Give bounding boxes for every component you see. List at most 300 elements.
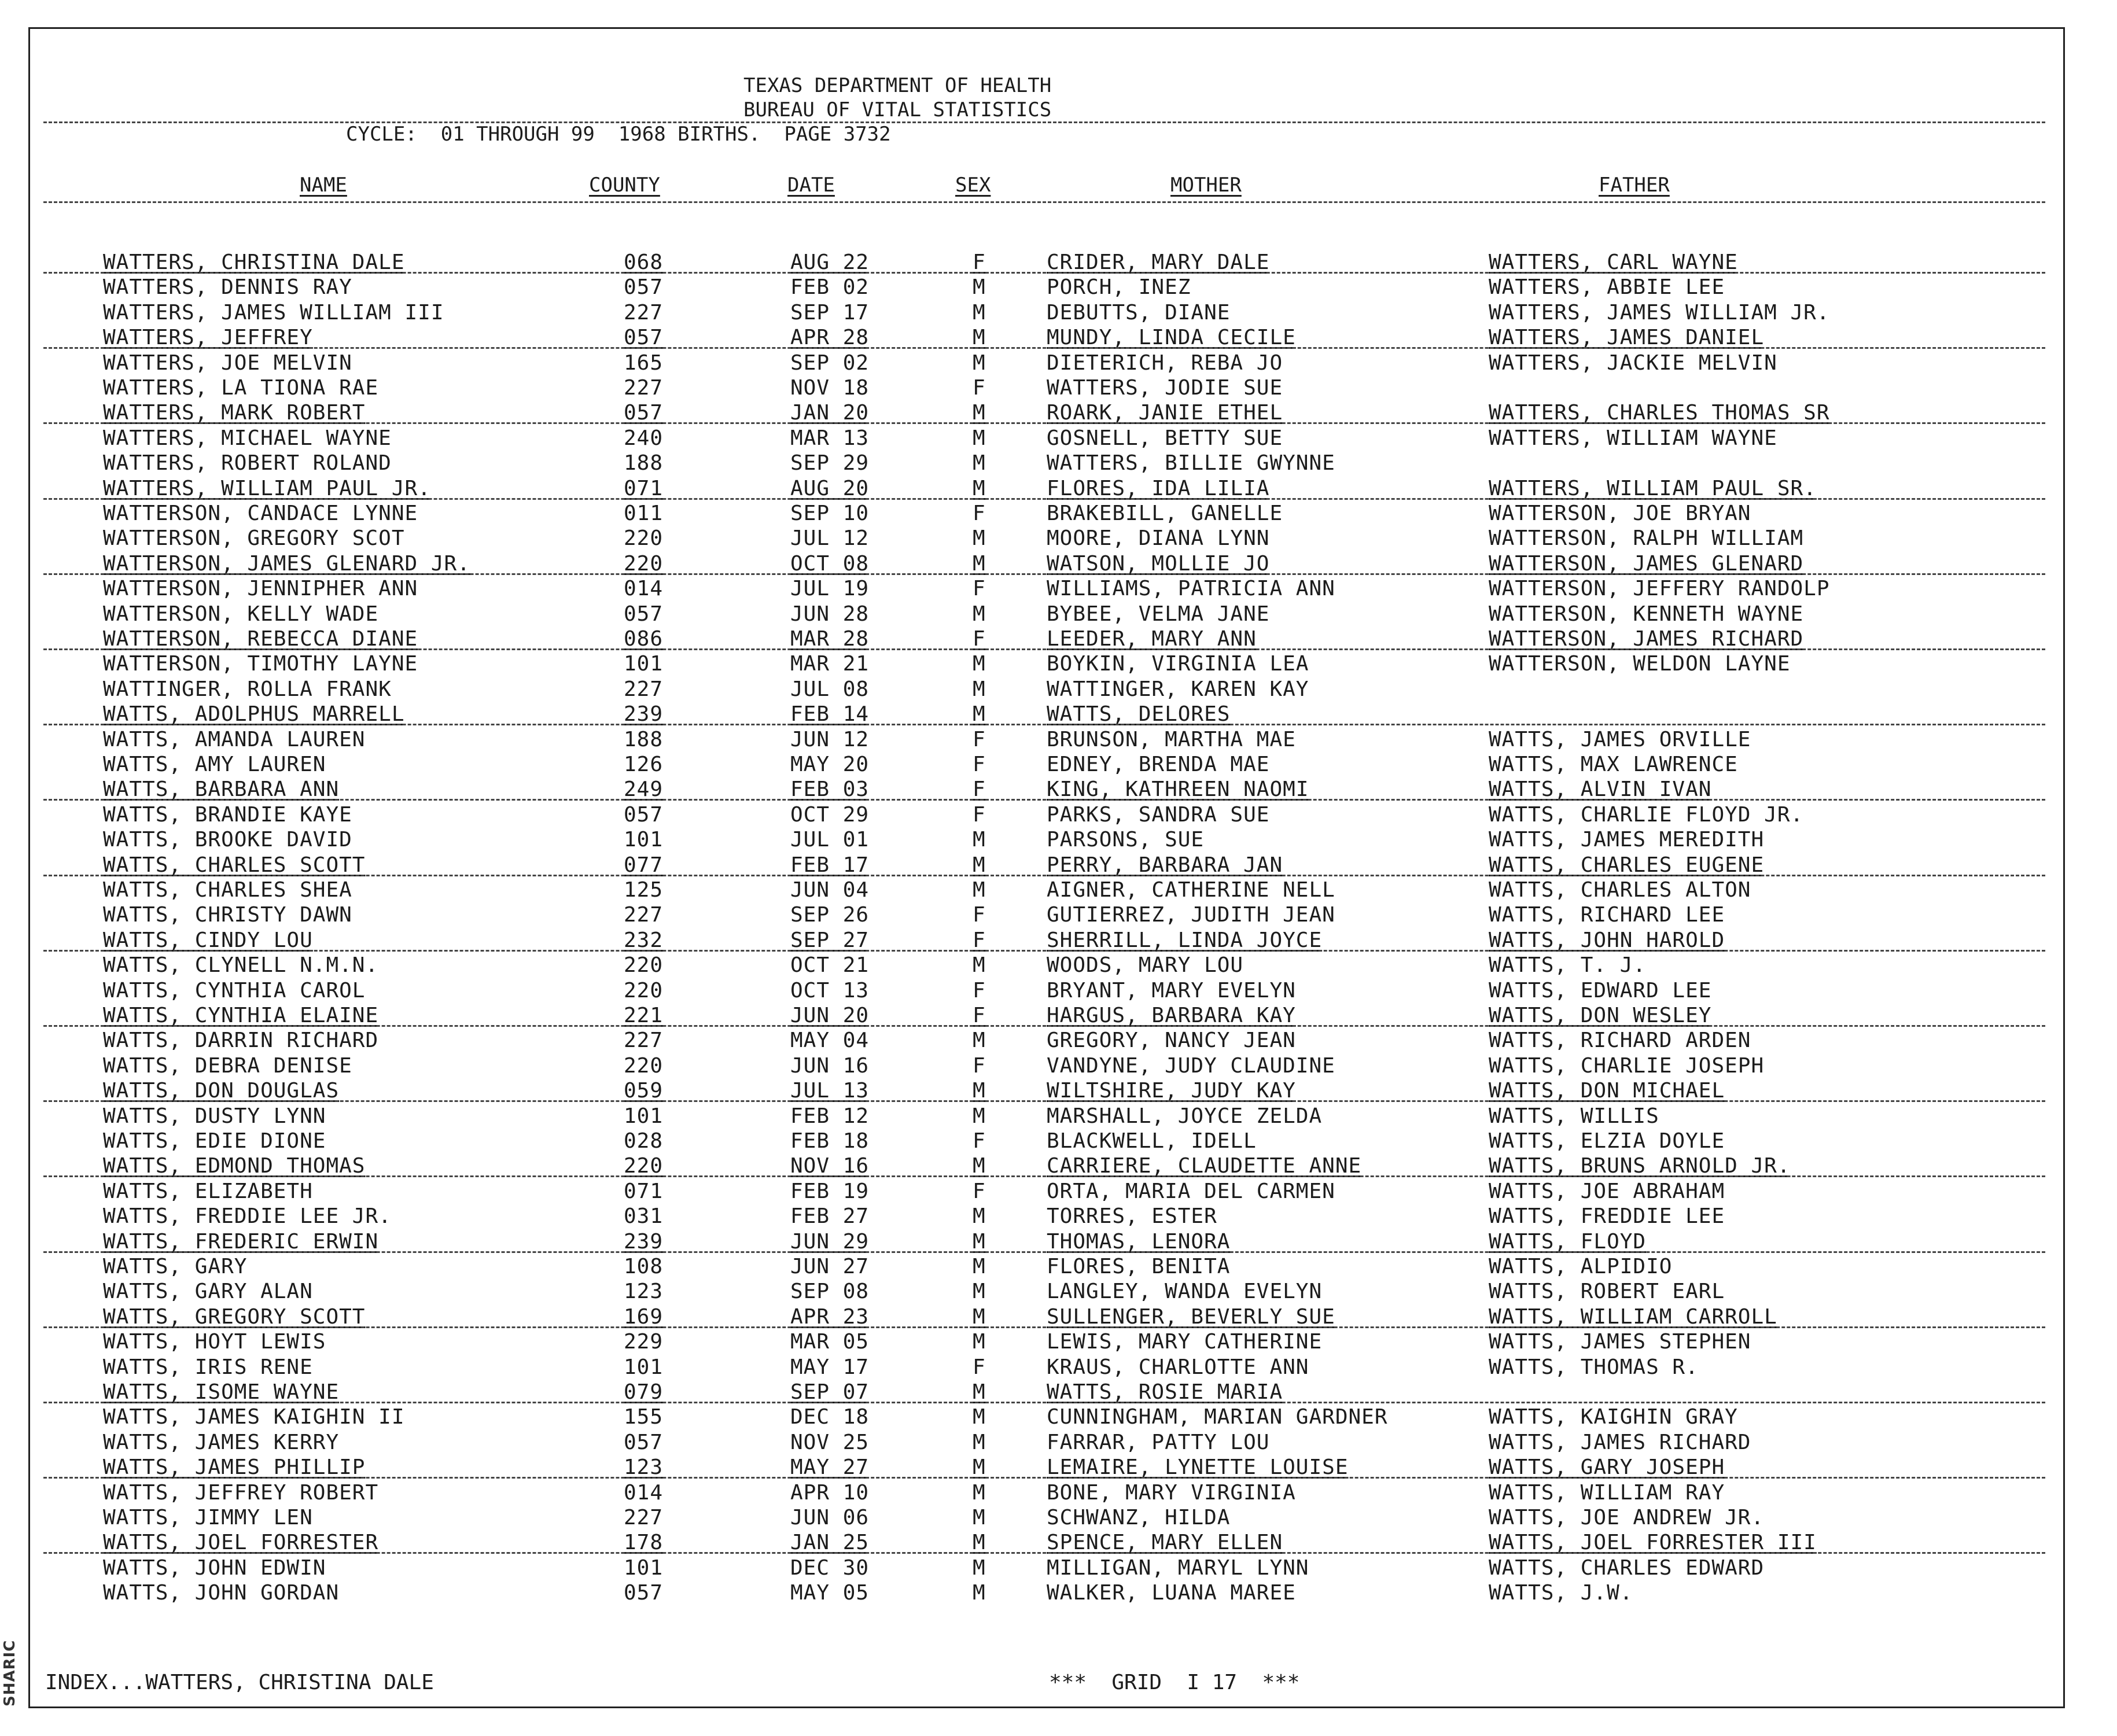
cell-name: WATTS, BRANDIE KAYE — [103, 802, 352, 827]
cell-county: 125 — [624, 878, 664, 902]
cell-sex: M — [973, 351, 986, 375]
cell-mother: VANDYNE, JUDY CLAUDINE — [1047, 1053, 1335, 1078]
cell-county: 101 — [624, 1556, 664, 1580]
table-row — [0, 1129, 2117, 1153]
cell-father: WATTS, JAMES ORVILLE — [1489, 727, 1751, 751]
table-row — [0, 250, 2117, 275]
cell-name: WATTS, JAMES KAIGHIN II — [103, 1405, 405, 1429]
cell-name: WATTS, IRIS RENE — [103, 1355, 313, 1379]
column-header-mother: MOTHER — [1170, 174, 1242, 197]
cell-date: JUN 04 — [790, 878, 870, 902]
cell-date: JUL 01 — [790, 828, 870, 852]
cell-mother: SULLENGER, BEVERLY SUE — [1047, 1304, 1335, 1329]
cell-date: MAY 05 — [790, 1581, 870, 1605]
cell-county: 232 — [624, 928, 664, 952]
cell-mother: MILLIGAN, MARYL LYNN — [1047, 1556, 1309, 1580]
table-row — [0, 576, 2117, 601]
cell-sex: F — [973, 376, 986, 400]
cell-sex: M — [973, 551, 986, 576]
cell-date: FEB 03 — [790, 777, 870, 802]
cell-county: 220 — [624, 526, 664, 551]
cell-sex: M — [973, 1455, 986, 1480]
cell-mother: PARSONS, SUE — [1047, 828, 1205, 852]
cell-sex: F — [973, 1004, 986, 1027]
cell-county: 188 — [624, 727, 664, 751]
cell-name: WATTS, JAMES PHILLIP — [103, 1455, 366, 1480]
cell-date: FEB 27 — [790, 1204, 870, 1229]
cell-father: WATTS, JAMES RICHARD — [1489, 1430, 1751, 1454]
cell-name: WATTS, DON DOUGLAS — [103, 1079, 340, 1103]
table-row — [0, 1279, 2117, 1304]
table-row — [0, 626, 2117, 651]
cell-father: WATTS, DON MICHAEL — [1489, 1079, 1725, 1103]
cell-name: WATTS, AMANDA LAUREN — [103, 727, 366, 751]
cell-date: NOV 16 — [790, 1154, 870, 1178]
cell-father: WATTERS, WILLIAM WAYNE — [1489, 426, 1777, 450]
cell-date: MAY 20 — [790, 753, 870, 776]
cell-name: WATTS, JEFFREY ROBERT — [103, 1480, 379, 1505]
cell-father: WATTS, KAIGHIN GRAY — [1489, 1405, 1738, 1429]
cell-county: 126 — [624, 753, 664, 776]
cell-date: JUL 08 — [790, 677, 870, 701]
row-group-rule — [43, 1477, 2045, 1479]
cell-sex: M — [973, 878, 986, 902]
cell-name: WATTERS, JOE MELVIN — [103, 351, 352, 375]
cell-sex: F — [973, 903, 986, 927]
cell-county: 227 — [624, 903, 664, 927]
cell-father: WATTS, JOE ANDREW JR. — [1489, 1506, 1765, 1529]
cell-name: WATTERS, JEFFREY — [103, 326, 313, 350]
cell-mother: PARKS, SANDRA SUE — [1047, 802, 1270, 827]
cell-date: SEP 27 — [790, 928, 870, 952]
cell-name: WATTS, ADOLPHUS MARRELL — [103, 702, 405, 727]
cell-father: WATTS, DON WESLEY — [1489, 1004, 1712, 1027]
column-header-rule — [43, 201, 2045, 203]
table-row — [0, 300, 2117, 325]
table-row — [0, 1455, 2117, 1480]
cell-father: WATTS, GARY JOSEPH — [1489, 1455, 1725, 1480]
table-row — [0, 1329, 2117, 1354]
cell-mother: LEMAIRE, LYNETTE LOUISE — [1047, 1455, 1349, 1480]
table-row — [0, 1530, 2117, 1555]
cell-mother: BYBEE, VELMA JANE — [1047, 602, 1270, 626]
cell-name: WATTERS, ROBERT ROLAND — [103, 451, 392, 476]
cell-county: 220 — [624, 978, 664, 1002]
cell-mother: PERRY, BARBARA JAN — [1047, 853, 1283, 877]
cell-name: WATTERS, MARK ROBERT — [103, 401, 366, 425]
cell-sex: F — [973, 1179, 986, 1203]
cell-name: WATTS, FREDDIE LEE JR. — [103, 1204, 392, 1229]
cell-mother: LEEDER, MARY ANN — [1047, 627, 1257, 651]
cell-sex: M — [973, 1531, 986, 1555]
table-row — [0, 1254, 2117, 1279]
cell-name: WATTS, CHRISTY DAWN — [103, 903, 352, 927]
table-row — [0, 351, 2117, 375]
cell-mother: CUNNINGHAM, MARIAN GARDNER — [1047, 1405, 1388, 1429]
cell-date: JUN 06 — [790, 1506, 870, 1529]
cell-name: WATTERSON, CANDACE LYNNE — [103, 502, 418, 525]
cell-name: WATTS, JOHN GORDAN — [103, 1581, 340, 1605]
row-group-rule — [43, 799, 2045, 801]
cell-name: WATTS, HOYT LEWIS — [103, 1330, 326, 1354]
cell-sex: M — [973, 451, 986, 476]
table-row — [0, 426, 2117, 451]
cell-sex: M — [973, 652, 986, 676]
cell-county: 101 — [624, 652, 664, 676]
cell-sex: M — [973, 1405, 986, 1429]
cell-county: 077 — [624, 853, 664, 877]
cell-mother: WILTSHIRE, JUDY KAY — [1047, 1079, 1296, 1103]
cell-date: FEB 19 — [790, 1179, 870, 1203]
cell-date: JUN 27 — [790, 1255, 870, 1278]
row-group-rule — [43, 1326, 2045, 1328]
cell-mother: LANGLEY, WANDA EVELYN — [1047, 1280, 1323, 1304]
table-row — [0, 902, 2117, 927]
cell-mother: FLORES, IDA LILIA — [1047, 476, 1270, 500]
row-group-rule — [43, 875, 2045, 876]
cell-mother: TORRES, ESTER — [1047, 1204, 1217, 1229]
cell-mother: ORTA, MARIA DEL CARMEN — [1047, 1179, 1335, 1203]
column-header-date: DATE — [787, 174, 835, 197]
cell-sex: M — [973, 1154, 986, 1178]
cell-date: MAR 21 — [790, 652, 870, 676]
table-row — [0, 551, 2117, 576]
cell-sex: M — [973, 1330, 986, 1354]
cell-father: WATTERS, JAMES WILLIAM JR. — [1489, 300, 1830, 325]
cell-county: 031 — [624, 1204, 664, 1229]
row-group-rule — [43, 347, 2045, 349]
cell-date: SEP 10 — [790, 502, 870, 525]
cell-county: 014 — [624, 577, 664, 601]
cell-father: WATTS, CHARLIE JOSEPH — [1489, 1053, 1765, 1078]
cell-name: WATTERSON, JENNIPHER ANN — [103, 577, 418, 601]
table-row — [0, 602, 2117, 626]
cell-name: WATTS, JOHN EDWIN — [103, 1556, 326, 1580]
cell-county: 011 — [624, 502, 664, 525]
row-group-rule — [43, 1025, 2045, 1027]
cell-date: JUN 29 — [790, 1229, 870, 1254]
cell-name: WATTERS, CHRISTINA DALE — [103, 250, 405, 274]
table-row — [0, 1556, 2117, 1580]
cell-name: WATTS, GARY — [103, 1255, 248, 1278]
cell-county: 165 — [624, 351, 664, 375]
cell-father: WATTS, FLOYD — [1489, 1229, 1647, 1254]
table-row — [0, 400, 2117, 425]
cell-county: 227 — [624, 376, 664, 400]
cell-mother: WATSON, MOLLIE JO — [1047, 551, 1270, 576]
cell-sex: M — [973, 1029, 986, 1053]
table-row — [0, 1204, 2117, 1229]
cell-mother: WILLIAMS, PATRICIA ANN — [1047, 577, 1335, 601]
footer-index: INDEX...WATTERS, CHRISTINA DALE — [45, 1671, 434, 1694]
cell-mother: BRAKEBILL, GANELLE — [1047, 502, 1283, 525]
cell-date: SEP 07 — [790, 1380, 870, 1404]
table-row — [0, 1104, 2117, 1129]
cell-father: WATTERS, ABBIE LEE — [1489, 275, 1725, 300]
cell-father: WATTS, J.W. — [1489, 1581, 1633, 1605]
cell-county: 057 — [624, 275, 664, 300]
cell-date: FEB 12 — [790, 1104, 870, 1128]
cell-father: WATTS, RICHARD ARDEN — [1489, 1029, 1751, 1053]
cell-sex: M — [973, 602, 986, 626]
cell-sex: M — [973, 526, 986, 551]
cell-father: WATTS, EDWARD LEE — [1489, 978, 1712, 1002]
table-row — [0, 752, 2117, 777]
cell-sex: F — [973, 1129, 986, 1153]
cell-sex: F — [973, 727, 986, 751]
cell-sex: M — [973, 476, 986, 500]
cell-name: WATTS, CYNTHIA ELAINE — [103, 1004, 379, 1027]
cell-mother: HARGUS, BARBARA KAY — [1047, 1004, 1296, 1027]
cell-mother: SHERRILL, LINDA JOYCE — [1047, 928, 1323, 952]
cell-mother: CARRIERE, CLAUDETTE ANNE — [1047, 1154, 1362, 1178]
cell-date: DEC 18 — [790, 1405, 870, 1429]
cell-date: SEP 17 — [790, 300, 870, 325]
row-group-rule — [43, 1251, 2045, 1253]
cell-mother: WATTERS, JODIE SUE — [1047, 376, 1283, 400]
cell-county: 239 — [624, 702, 664, 727]
table-row — [0, 978, 2117, 1003]
cell-sex: M — [973, 1079, 986, 1103]
cell-date: SEP 08 — [790, 1280, 870, 1304]
table-row — [0, 1078, 2117, 1103]
row-group-rule — [43, 272, 2045, 274]
cell-sex: M — [973, 1506, 986, 1529]
column-header-father: FATHER — [1599, 174, 1670, 197]
row-group-rule — [43, 1402, 2045, 1403]
cell-mother: BRUNSON, MARTHA MAE — [1047, 727, 1296, 751]
cell-county: 101 — [624, 828, 664, 852]
cell-date: OCT 13 — [790, 978, 870, 1002]
cell-father: WATTERS, CARL WAYNE — [1489, 250, 1738, 274]
cell-father: WATTERSON, WELDON LAYNE — [1489, 652, 1791, 676]
cell-mother: EDNEY, BRENDA MAE — [1047, 753, 1270, 776]
cell-name: WATTS, JAMES KERRY — [103, 1430, 340, 1454]
column-header-county: COUNTY — [589, 174, 660, 197]
cell-date: AUG 22 — [790, 250, 870, 274]
cell-sex: F — [973, 1355, 986, 1379]
cell-county: 220 — [624, 1053, 664, 1078]
cell-father: WATTERSON, RALPH WILLIAM — [1489, 526, 1804, 551]
cell-father: WATTS, ALPIDIO — [1489, 1255, 1673, 1278]
cell-name: WATTINGER, ROLLA FRANK — [103, 677, 392, 701]
cell-name: WATTS, CHARLES SCOTT — [103, 853, 366, 877]
cell-date: JUL 12 — [790, 526, 870, 551]
cell-father: WATTERSON, JAMES RICHARD — [1489, 627, 1804, 651]
cell-county: 057 — [624, 1430, 664, 1454]
cell-county: 123 — [624, 1280, 664, 1304]
cell-sex: M — [973, 1430, 986, 1454]
cell-sex: M — [973, 1255, 986, 1278]
cell-date: APR 28 — [790, 326, 870, 350]
cell-date: JUN 20 — [790, 1004, 870, 1027]
cell-father: WATTS, MAX LAWRENCE — [1489, 753, 1738, 776]
cell-mother: MARSHALL, JOYCE ZELDA — [1047, 1104, 1323, 1128]
table-row — [0, 325, 2117, 350]
cell-date: SEP 26 — [790, 903, 870, 927]
cell-name: WATTERS, DENNIS RAY — [103, 275, 352, 300]
cell-father: WATTS, CHARLES EUGENE — [1489, 853, 1765, 877]
table-row — [0, 1430, 2117, 1455]
table-row — [0, 526, 2117, 551]
row-group-rule — [43, 1100, 2045, 1102]
cell-mother: GUTIERREZ, JUDITH JEAN — [1047, 903, 1335, 927]
cell-mother: BONE, MARY VIRGINIA — [1047, 1480, 1296, 1505]
cell-father: WATTS, CHARLES EDWARD — [1489, 1556, 1765, 1580]
cell-county: 227 — [624, 1506, 664, 1529]
cell-name: WATTERS, WILLIAM PAUL JR. — [103, 476, 431, 500]
table-row — [0, 1153, 2117, 1178]
cell-date: NOV 25 — [790, 1430, 870, 1454]
cell-father: WATTS, THOMAS R. — [1489, 1355, 1699, 1379]
table-row — [0, 1580, 2117, 1605]
table-row — [0, 275, 2117, 300]
cell-date: SEP 02 — [790, 351, 870, 375]
cell-name: WATTS, DUSTY LYNN — [103, 1104, 326, 1128]
cell-county: 057 — [624, 401, 664, 425]
cell-sex: M — [973, 1104, 986, 1128]
table-row — [0, 1480, 2117, 1505]
table-row — [0, 375, 2117, 400]
cell-county: 059 — [624, 1079, 664, 1103]
cell-name: WATTERS, LA TIONA RAE — [103, 376, 379, 400]
cell-name: WATTERSON, JAMES GLENARD JR. — [103, 551, 470, 576]
cell-date: MAY 04 — [790, 1029, 870, 1053]
cell-father: WATTS, CHARLIE FLOYD JR. — [1489, 802, 1804, 827]
cell-date: OCT 08 — [790, 551, 870, 576]
cell-name: WATTS, EDIE DIONE — [103, 1129, 326, 1153]
cell-mother: FARRAR, PATTY LOU — [1047, 1430, 1270, 1454]
cell-county: 227 — [624, 300, 664, 325]
table-row — [0, 451, 2117, 476]
cell-county: 155 — [624, 1405, 664, 1429]
cell-sex: M — [973, 953, 986, 978]
cell-father: WATTERSON, JEFFERY RANDOLP — [1489, 577, 1830, 601]
cell-date: APR 23 — [790, 1304, 870, 1329]
cell-mother: CRIDER, MARY DALE — [1047, 250, 1270, 274]
cell-sex: M — [973, 426, 986, 450]
cell-name: WATTERSON, KELLY WADE — [103, 602, 379, 626]
cell-county: 071 — [624, 1179, 664, 1203]
table-row — [0, 1405, 2117, 1429]
cell-name: WATTS, DEBRA DENISE — [103, 1053, 352, 1078]
cell-father: WATTERS, JACKIE MELVIN — [1489, 351, 1777, 375]
cell-sex: M — [973, 1304, 986, 1329]
cell-mother: AIGNER, CATHERINE NELL — [1047, 878, 1335, 902]
cell-date: OCT 21 — [790, 953, 870, 978]
cell-date: FEB 18 — [790, 1129, 870, 1153]
cell-sex: M — [973, 1280, 986, 1304]
cell-mother: WATTS, ROSIE MARIA — [1047, 1380, 1283, 1404]
row-group-rule — [43, 724, 2045, 725]
cell-sex: F — [973, 978, 986, 1002]
cell-sex: M — [973, 1581, 986, 1605]
cell-sex: M — [973, 401, 986, 425]
table-row — [0, 1028, 2117, 1053]
cell-mother: SCHWANZ, HILDA — [1047, 1506, 1231, 1529]
cell-date: FEB 17 — [790, 853, 870, 877]
table-row — [0, 501, 2117, 526]
cell-father: WATTS, BRUNS ARNOLD JR. — [1489, 1154, 1791, 1178]
cell-sex: M — [973, 1229, 986, 1254]
cell-sex: M — [973, 326, 986, 350]
cell-name: WATTS, JOEL FORRESTER — [103, 1531, 379, 1555]
cell-sex: M — [973, 1380, 986, 1404]
cell-sex: M — [973, 1204, 986, 1229]
header-cycle: CYCLE: 01 THROUGH 99 1968 BIRTHS. PAGE 3732 — [346, 123, 891, 146]
cell-father: WATTS, RICHARD LEE — [1489, 903, 1725, 927]
cell-father: WATTS, WILLIS — [1489, 1104, 1659, 1128]
side-label: SHARIC — [1, 1639, 19, 1706]
cell-father: WATTS, ROBERT EARL — [1489, 1280, 1725, 1304]
header-rule-top — [43, 121, 2045, 123]
cell-mother: THOMAS, LENORA — [1047, 1229, 1231, 1254]
row-group-rule — [43, 1552, 2045, 1554]
table-row — [0, 928, 2117, 953]
cell-mother: WATTERS, BILLIE GWYNNE — [1047, 451, 1335, 476]
cell-name: WATTS, EDMOND THOMAS — [103, 1154, 366, 1178]
cell-sex: M — [973, 300, 986, 325]
cell-mother: FLORES, BENITA — [1047, 1255, 1231, 1278]
table-row — [0, 1179, 2117, 1204]
cell-mother: WATTINGER, KAREN KAY — [1047, 677, 1309, 701]
table-row — [0, 1380, 2117, 1405]
cell-name: WATTS, GREGORY SCOTT — [103, 1304, 366, 1329]
cell-mother: BLACKWELL, IDELL — [1047, 1129, 1257, 1153]
cell-county: 178 — [624, 1531, 664, 1555]
cell-father: WATTS, JAMES MEREDITH — [1489, 828, 1765, 852]
cell-mother: PORCH, INEZ — [1047, 275, 1191, 300]
cell-name: WATTS, ELIZABETH — [103, 1179, 313, 1203]
cell-sex: F — [973, 802, 986, 827]
cell-mother: WOODS, MARY LOU — [1047, 953, 1244, 978]
cell-mother: MUNDY, LINDA CECILE — [1047, 326, 1296, 350]
cell-father: WATTS, JAMES STEPHEN — [1489, 1330, 1751, 1354]
cell-name: WATTS, CYNTHIA CAROL — [103, 978, 366, 1002]
cell-name: WATTERSON, GREGORY SCOT — [103, 526, 405, 551]
cell-county: 227 — [624, 677, 664, 701]
cell-sex: F — [973, 777, 986, 802]
cell-mother: ROARK, JANIE ETHEL — [1047, 401, 1283, 425]
column-header-name: NAME — [300, 174, 347, 197]
cell-county: 239 — [624, 1229, 664, 1254]
cell-mother: MOORE, DIANA LYNN — [1047, 526, 1270, 551]
cell-county: 220 — [624, 1154, 664, 1178]
cell-county: 101 — [624, 1355, 664, 1379]
row-group-rule — [43, 422, 2045, 424]
cell-mother: BOYKIN, VIRGINIA LEA — [1047, 652, 1309, 676]
cell-county: 057 — [624, 326, 664, 350]
cell-county: 188 — [624, 451, 664, 476]
table-row — [0, 702, 2117, 727]
cell-county: 229 — [624, 1330, 664, 1354]
table-row — [0, 1355, 2117, 1380]
row-group-rule — [43, 1175, 2045, 1177]
cell-father: WATTERS, WILLIAM PAUL SR. — [1489, 476, 1817, 500]
cell-father: WATTS, ALVIN IVAN — [1489, 777, 1712, 802]
cell-date: FEB 14 — [790, 702, 870, 727]
cell-county: 028 — [624, 1129, 664, 1153]
cell-county: 068 — [624, 250, 664, 274]
cell-date: APR 10 — [790, 1480, 870, 1505]
cell-date: JAN 20 — [790, 401, 870, 425]
cell-sex: F — [973, 753, 986, 776]
cell-father: WATTERS, JAMES DANIEL — [1489, 326, 1765, 350]
cell-county: 057 — [624, 802, 664, 827]
table-row — [0, 1505, 2117, 1530]
cell-date: JUL 19 — [790, 577, 870, 601]
cell-sex: M — [973, 1556, 986, 1580]
